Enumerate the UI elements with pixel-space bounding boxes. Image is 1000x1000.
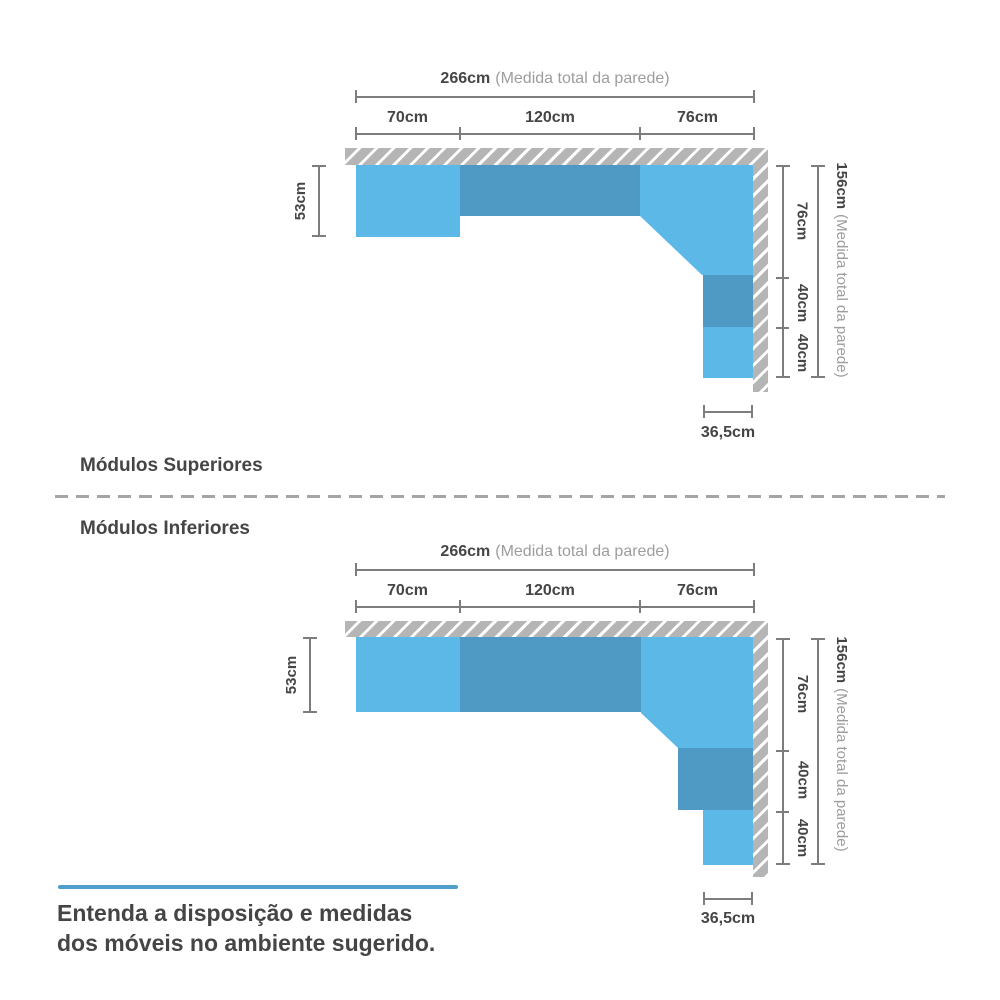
module-40cm-light — [703, 327, 753, 378]
segments-dimension-line — [355, 133, 755, 135]
module-40cm-dark — [703, 275, 753, 327]
depth-53cm-label: 53cm — [292, 181, 309, 221]
footer-caption-line2: dos móveis no ambiente sugerido. — [57, 930, 436, 956]
wall-width-value: 266cm — [440, 70, 491, 87]
dimension-tick — [776, 750, 789, 752]
right-segment-40cm-label: 40cm — [794, 818, 811, 858]
dimension-tick — [459, 127, 461, 140]
wall-width-value: 266cm — [440, 543, 491, 560]
segments-dimension-line — [355, 606, 755, 608]
module-70cm — [356, 637, 460, 712]
segment-120cm-label: 120cm — [525, 109, 575, 126]
module-120cm — [460, 165, 640, 216]
right-segments-dimension-line — [782, 165, 784, 378]
dimension-tick — [459, 600, 461, 613]
dimension-tick — [776, 811, 789, 813]
upper-modules-title: Módulos Superiores — [80, 455, 263, 476]
wall-width-dimension-line — [355, 569, 755, 571]
depth-dimension-line — [318, 165, 320, 237]
wall-width-label — [355, 70, 755, 88]
dimension-tick — [776, 327, 789, 329]
footer-caption — [57, 898, 435, 958]
lower-modules-title: Módulos Inferiores — [80, 518, 250, 539]
wall-width-label — [355, 543, 755, 561]
segment-120cm-label: 120cm — [525, 582, 575, 599]
dimension-tick — [639, 600, 641, 613]
right-segment-40cm-label: 40cm — [794, 760, 812, 800]
depth-dimension-line — [309, 637, 311, 713]
wall-height-note: (Medida total da parede) — [833, 688, 850, 852]
right-segments-dimension-line — [782, 638, 784, 865]
corner-width-label: 36,5cm — [700, 910, 756, 927]
wall-height-dimension-line — [817, 165, 819, 378]
module-40cm-light — [703, 810, 753, 865]
depth-53cm-label: 53cm — [283, 655, 300, 695]
footer-caption-line1: Entenda a disposição e medidas — [57, 900, 413, 926]
right-segment-76cm-label: 76cm — [793, 201, 811, 241]
footer-accent-line — [58, 885, 458, 889]
dimension-tick — [776, 277, 789, 279]
wall-height-label — [832, 622, 850, 866]
right-segment-40cm-label: 40cm — [794, 333, 811, 373]
corner-width-dimension-line — [703, 411, 753, 413]
wall-height-value: 156cm — [833, 162, 850, 210]
right-segment-40cm-label: 40cm — [794, 283, 811, 323]
segment-76cm-label: 76cm — [677, 109, 718, 126]
corner-width-label: 36,5cm — [700, 424, 756, 441]
wall-width-dimension-line — [355, 96, 755, 98]
module-40cm-dark — [678, 748, 753, 810]
module-corner-76cm — [641, 637, 753, 748]
wall-width-note: (Medida total da parede) — [495, 70, 670, 87]
segment-70cm-label: 70cm — [387, 582, 428, 599]
wall-height-label — [832, 150, 850, 390]
module-corner-76cm — [640, 165, 753, 275]
section-divider — [55, 495, 945, 498]
segment-70cm-label: 70cm — [387, 109, 428, 126]
right-segment-76cm-label: 76cm — [794, 674, 811, 714]
module-70cm — [356, 165, 460, 237]
dimension-tick — [639, 127, 641, 140]
wall-height-note: (Medida total da parede) — [833, 214, 850, 378]
wall-height-dimension-line — [817, 638, 819, 865]
module-120cm — [460, 637, 641, 712]
corner-width-dimension-line — [703, 898, 753, 900]
segment-76cm-label: 76cm — [677, 582, 718, 599]
wall-width-note: (Medida total da parede) — [495, 543, 670, 560]
wall-height-value: 156cm — [833, 636, 850, 684]
